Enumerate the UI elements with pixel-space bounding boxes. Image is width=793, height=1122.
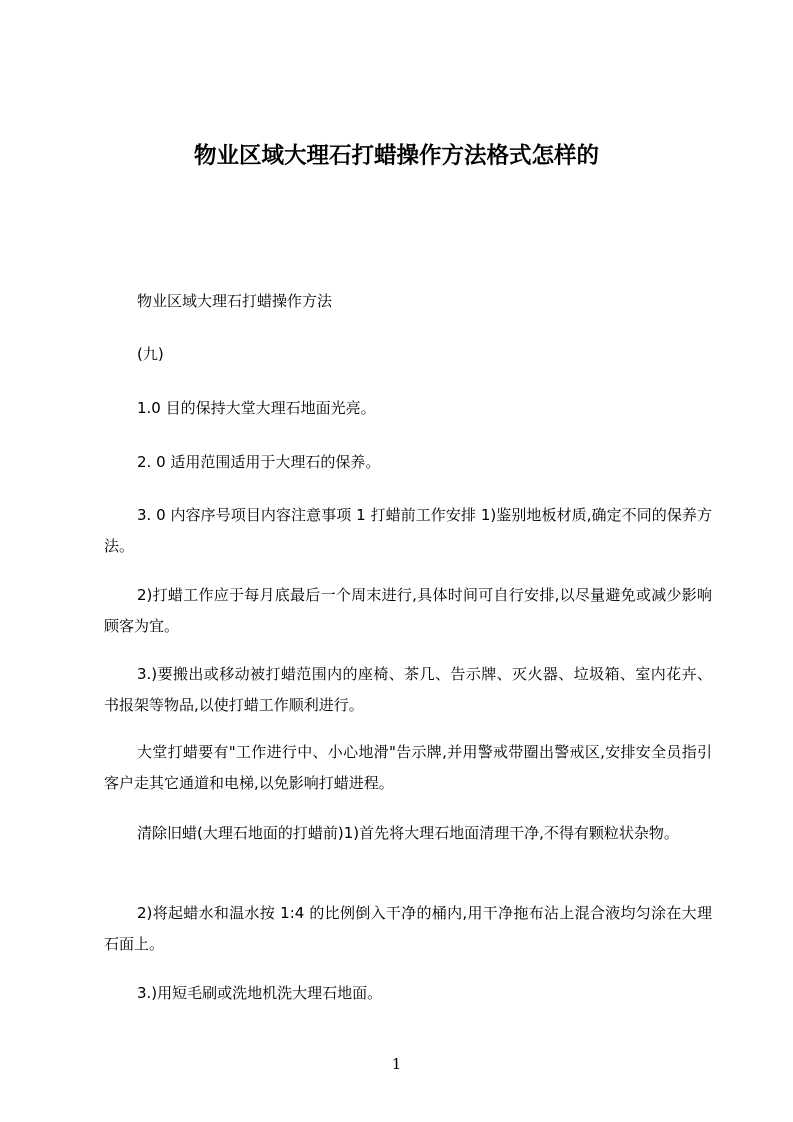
paragraph-section-number: (九) — [137, 345, 164, 363]
paragraph-lobby-warning: 大堂打蜡要有"工作进行中、小心地滑"告示牌,并用警戒带圈出警戒区,安排安全员指引客户走其它通道和电梯,以免影响打蜡进程。 — [104, 743, 712, 792]
paragraph-remove-old-wax: 清除旧蜡(大理石地面的打蜡前)1)首先将大理石地面清理干净,不得有颗粒状杂物。 — [137, 824, 679, 842]
paragraph-content-step-1: 3. 0 内容序号项目内容注意事项 1 打蜡前工作安排 1)鉴别地板材质,确定不同的保养方法。 — [104, 506, 712, 555]
paragraph-step-2: 2)打蜡工作应于每月底最后一个周末进行,具体时间可自行安排,以尽量避免或减少影响顾客为宜。 — [104, 586, 712, 635]
paragraph-stripper-mix: 2)将起蜡水和温水按 1:4 的比例倒入干净的桶内,用干净拖布沾上混合液均匀涂在大理石面上。 — [104, 904, 712, 953]
paragraph-scrub-floor: 3.)用短毛刷或洗地机洗大理石地面。 — [137, 984, 383, 1002]
paragraph-step-3: 3.)要搬出或移动被打蜡范围内的座椅、茶几、告示牌、灭火器、垃圾箱、室内花卉、书报架等物品,以使打蜡工作顺利进行。 — [104, 665, 712, 714]
document-title: 物业区域大理石打蜡操作方法格式怎样的 — [193, 143, 599, 169]
paragraph-subtitle: 物业区域大理石打蜡操作方法 — [137, 292, 333, 310]
page-number: 1 — [391, 1055, 402, 1073]
paragraph-scope: 2. 0 适用范围适用于大理石的保养。 — [137, 453, 381, 471]
paragraph-purpose: 1.0 目的保持大堂大理石地面光亮。 — [137, 399, 376, 417]
